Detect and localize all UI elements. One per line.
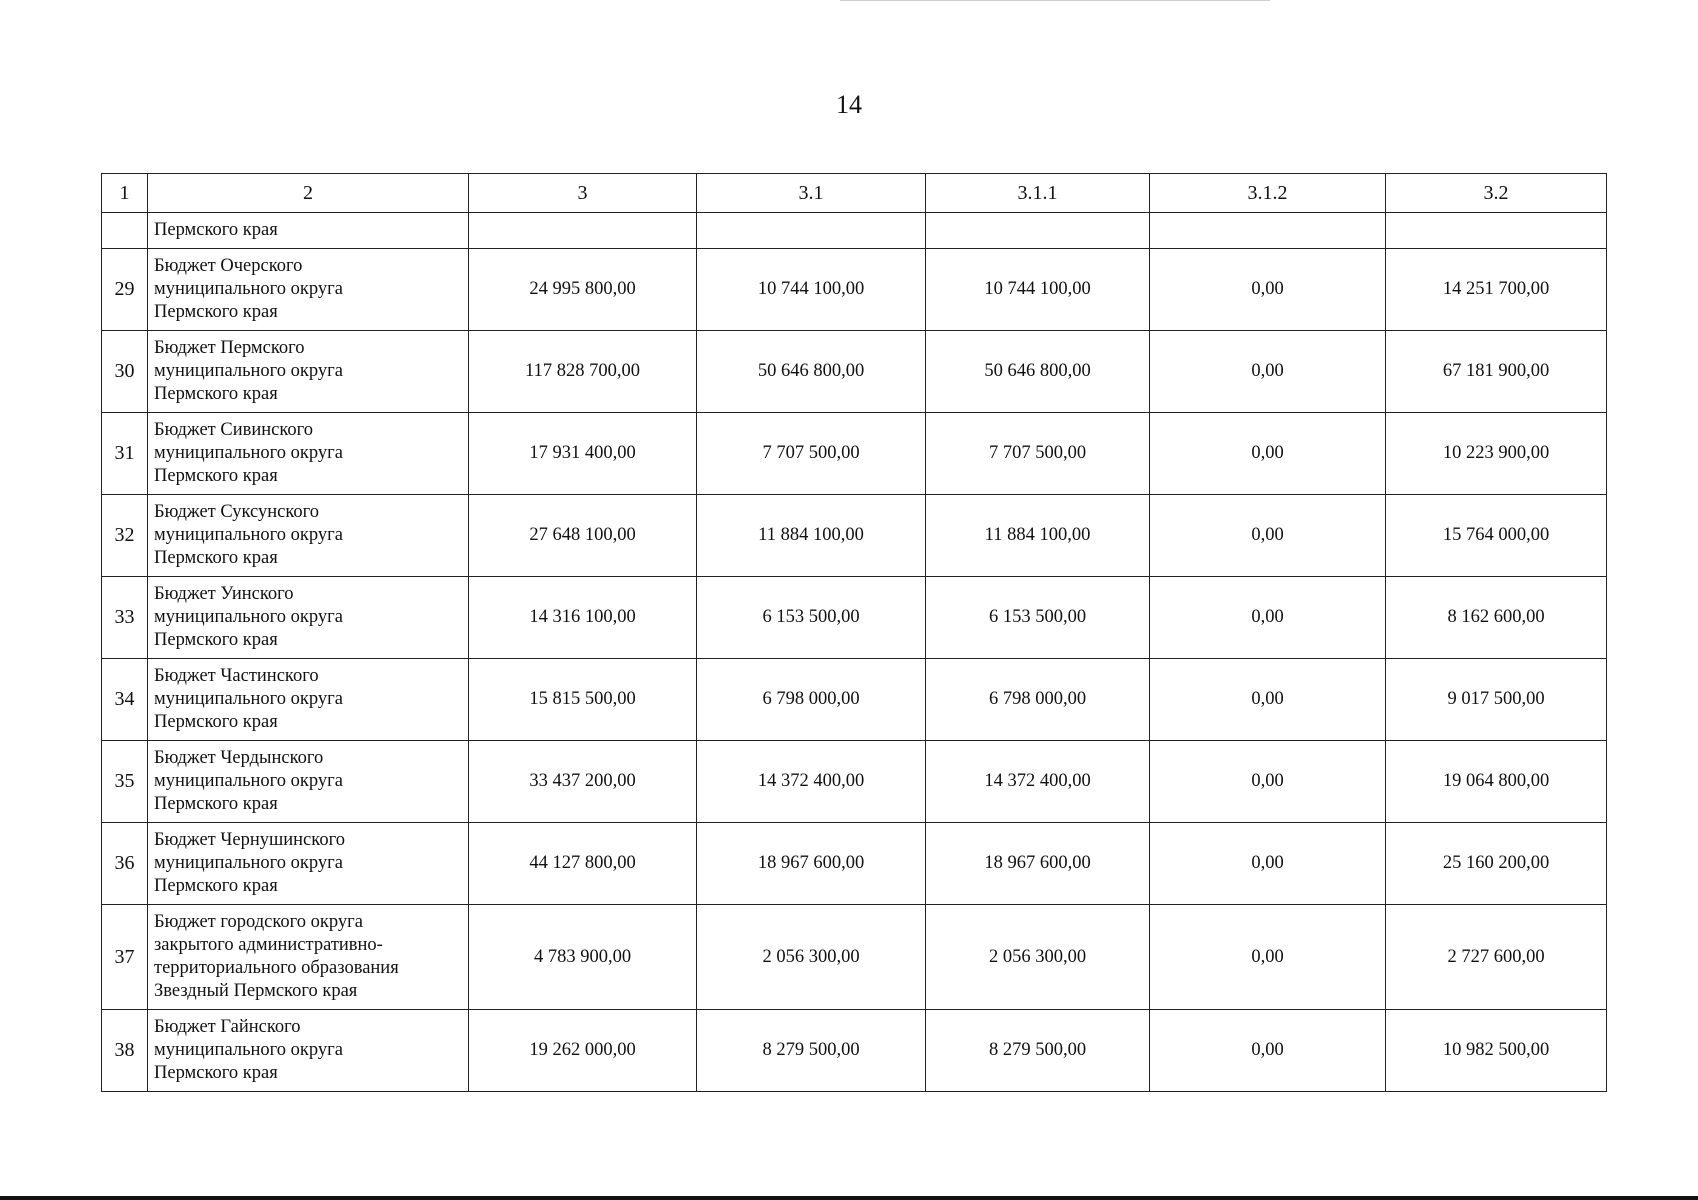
value-col-3-1: 6 153 500,00 [697,577,926,659]
budget-name-line: Пермского края [154,712,278,732]
value-col-3-1-1: 50 646 800,00 [926,331,1150,413]
value-col-3-2: 15 764 000,00 [1386,495,1607,577]
table-row [102,659,1607,741]
row-number: 36 [102,823,148,905]
value-col-3-1 [697,213,926,249]
row-number: 34 [102,659,148,741]
budget-name-line: Бюджет Сивинского [154,420,314,440]
value-col-3-2: 67 181 900,00 [1386,331,1607,413]
budget-name-line: муниципального округа [154,443,343,463]
value-col-3: 33 437 200,00 [469,741,697,823]
header-col-1: 1 [102,174,148,213]
value-col-3-1: 8 279 500,00 [697,1010,926,1092]
value-col-3-2: 8 162 600,00 [1386,577,1607,659]
value-col-3: 24 995 800,00 [469,249,697,331]
value-col-3: 117 828 700,00 [469,331,697,413]
budget-name-line: муниципального округа [154,525,343,545]
table-row [102,249,1607,331]
budget-name [148,905,469,1010]
row-number: 38 [102,1010,148,1092]
value-col-3-2: 19 064 800,00 [1386,741,1607,823]
budget-name-line: Бюджет Чердынского [154,748,324,768]
budget-name-line: муниципального округа [154,279,343,299]
header-col-3: 3 [469,174,697,213]
value-col-3-2: 10 223 900,00 [1386,413,1607,495]
value-col-3-1-1: 14 372 400,00 [926,741,1150,823]
budget-name-line: Пермского края [154,384,278,404]
budget-name-line: Пермского края [154,794,278,814]
value-col-3: 4 783 900,00 [469,905,697,1010]
budget-name [148,331,469,413]
budget-name [148,1010,469,1092]
table-row [102,413,1607,495]
value-col-3-1: 2 056 300,00 [697,905,926,1010]
scan-bottom-edge [0,1196,1698,1200]
header-col-3-1: 3.1 [697,174,926,213]
scan-top-edge [840,0,1270,1]
budget-name-line: Бюджет Очерского [154,256,303,276]
value-col-3-1-1 [926,213,1150,249]
budget-name [148,495,469,577]
budget-name-line: муниципального округа [154,1040,343,1060]
value-col-3-1-2 [1150,213,1386,249]
budget-name-line: Пермского края [154,1063,278,1083]
budget-name-line: муниципального округа [154,771,343,791]
value-col-3-1: 10 744 100,00 [697,249,926,331]
value-col-3-1-1: 7 707 500,00 [926,413,1150,495]
header-col-2: 2 [148,174,469,213]
continuation-row [102,213,1607,249]
value-col-3-1-1: 6 798 000,00 [926,659,1150,741]
budget-name [148,577,469,659]
header-col-3-1-2: 3.1.2 [1150,174,1386,213]
budget-name [148,413,469,495]
value-col-3-1-2: 0,00 [1150,1010,1386,1092]
value-col-3: 14 316 100,00 [469,577,697,659]
row-number: 29 [102,249,148,331]
value-col-3-2: 2 727 600,00 [1386,905,1607,1010]
value-col-3: 44 127 800,00 [469,823,697,905]
budget-name-line: Бюджет Частинского [154,666,319,686]
table-row [102,905,1607,1010]
value-col-3-1-1: 18 967 600,00 [926,823,1150,905]
value-col-3-1-2: 0,00 [1150,249,1386,331]
value-col-3: 19 262 000,00 [469,1010,697,1092]
value-col-3-1: 50 646 800,00 [697,331,926,413]
row-number: 32 [102,495,148,577]
budget-table [101,173,1607,1092]
value-col-3-1-2: 0,00 [1150,495,1386,577]
value-col-3-1: 18 967 600,00 [697,823,926,905]
value-col-3-1-1: 6 153 500,00 [926,577,1150,659]
value-col-3-1-2: 0,00 [1150,823,1386,905]
value-col-3-2: 14 251 700,00 [1386,249,1607,331]
budget-name-line: Пермского края [154,302,278,322]
value-col-3-1-2: 0,00 [1150,577,1386,659]
value-col-3-1-1: 10 744 100,00 [926,249,1150,331]
budget-name-line: Бюджет городского округа [154,912,363,932]
table-row [102,331,1607,413]
header-col-3-1-1: 3.1.1 [926,174,1150,213]
table-row [102,577,1607,659]
row-number: 31 [102,413,148,495]
header-row [102,174,1607,213]
value-col-3-1-2: 0,00 [1150,413,1386,495]
budget-name-line: Пермского края [154,548,278,568]
value-col-3-1: 7 707 500,00 [697,413,926,495]
budget-name-line: муниципального округа [154,689,343,709]
value-col-3-2: 10 982 500,00 [1386,1010,1607,1092]
row-number: 30 [102,331,148,413]
table-row [102,495,1607,577]
budget-name: Пермского края [148,213,469,249]
budget-name-line: Бюджет Уинского [154,584,294,604]
table-row [102,741,1607,823]
budget-name-line: Пермского края [154,876,278,896]
budget-name-line: муниципального округа [154,853,343,873]
row-number: 33 [102,577,148,659]
value-col-3-1-1: 11 884 100,00 [926,495,1150,577]
table-row [102,823,1607,905]
value-col-3-2: 9 017 500,00 [1386,659,1607,741]
value-col-3-2 [1386,213,1607,249]
value-col-3-1: 14 372 400,00 [697,741,926,823]
budget-name-line: муниципального округа [154,361,343,381]
budget-name-line: Пермского края [154,630,278,650]
budget-name [148,741,469,823]
budget-name-line: Бюджет Суксунского [154,502,320,522]
value-col-3-1-1: 8 279 500,00 [926,1010,1150,1092]
budget-name-line: Бюджет Чернушинского [154,830,345,850]
table-row [102,1010,1607,1092]
page-number: 14 [836,90,862,119]
value-col-3: 17 931 400,00 [469,413,697,495]
value-col-3: 27 648 100,00 [469,495,697,577]
budget-name-line: муниципального округа [154,607,343,627]
value-col-3-1-2: 0,00 [1150,905,1386,1010]
header-col-3-2: 3.2 [1386,174,1607,213]
budget-name-line: Пермского края [154,466,278,486]
budget-name-line: закрытого административно- [154,935,383,955]
value-col-3 [469,213,697,249]
budget-name-line: Бюджет Гайнского [154,1017,301,1037]
budget-name-line: Бюджет Пермского [154,338,305,358]
table-body [102,174,1607,1092]
value-col-3: 15 815 500,00 [469,659,697,741]
value-col-3-1-2: 0,00 [1150,659,1386,741]
value-col-3-1-2: 0,00 [1150,331,1386,413]
row-number: 35 [102,741,148,823]
budget-name [148,659,469,741]
value-col-3-2: 25 160 200,00 [1386,823,1607,905]
budget-name [148,249,469,331]
row-number [102,213,148,249]
budget-name [148,823,469,905]
value-col-3-1-1: 2 056 300,00 [926,905,1150,1010]
budget-name-line: Звездный Пермского края [154,981,358,1001]
value-col-3-1: 11 884 100,00 [697,495,926,577]
budget-name-line: территориального образования [154,958,399,978]
value-col-3-1: 6 798 000,00 [697,659,926,741]
value-col-3-1-2: 0,00 [1150,741,1386,823]
row-number: 37 [102,905,148,1010]
